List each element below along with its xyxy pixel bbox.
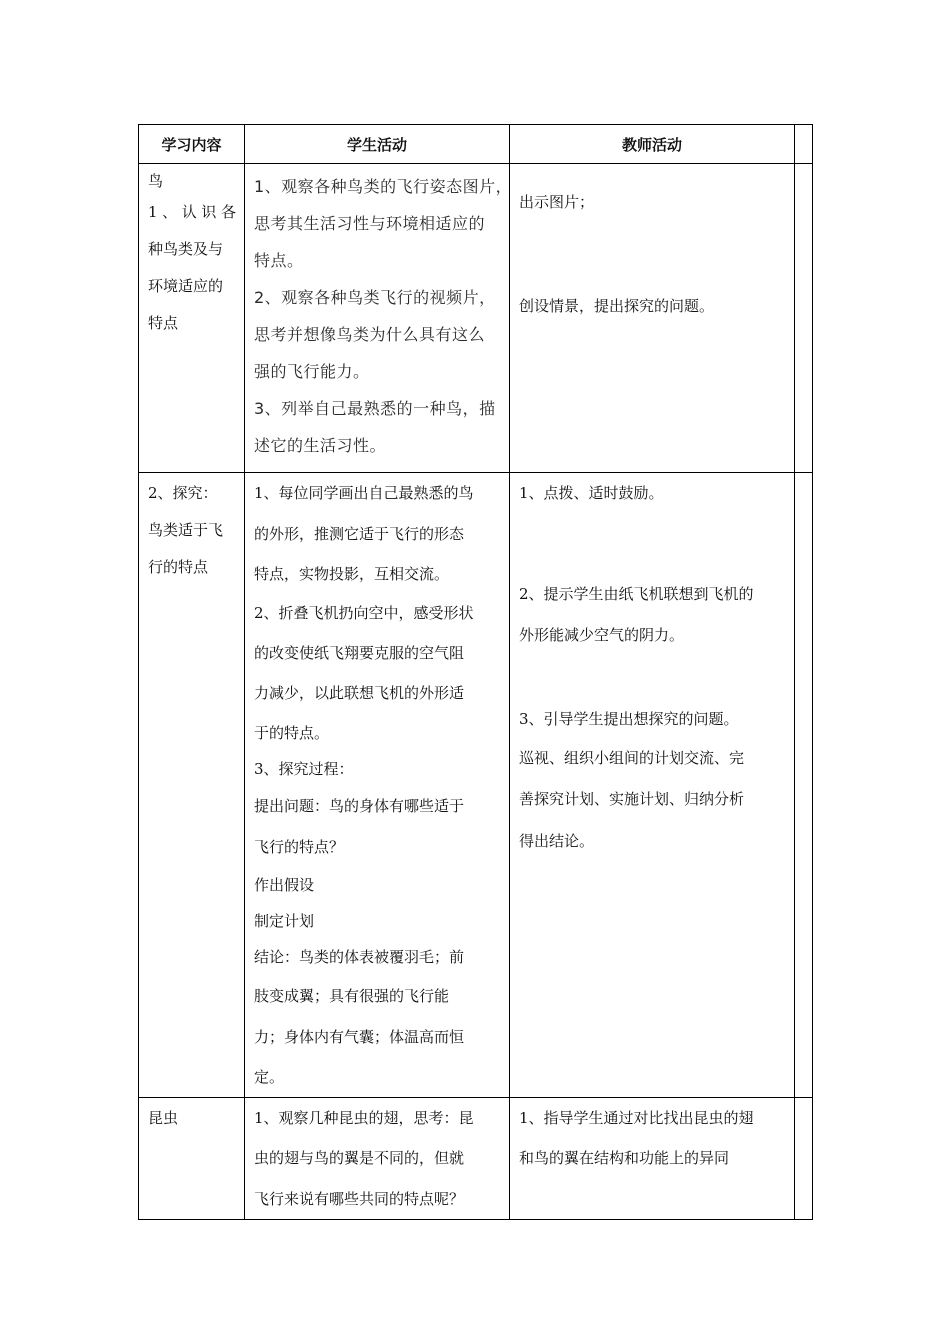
content-cell (139, 164, 245, 473)
student-cell (245, 1098, 510, 1220)
student-line: 1、观察各种鸟类的飞行姿态图片， (254, 177, 513, 196)
student-line: 思考并想像鸟类为什么具有这么 (254, 325, 486, 344)
student-line: 2、观察各种鸟类飞行的视频片， (254, 288, 496, 307)
empty-cell (795, 473, 813, 1098)
student-line: 飞行来说有哪些共同的特点呢？ (254, 1190, 465, 1208)
content-line: 种鸟类及与 (148, 240, 224, 258)
header-student-activity: 学生活动 (245, 125, 510, 164)
empty-cell (795, 1098, 813, 1220)
teacher-line: 1、指导学生通过对比找出昆虫的翅 (519, 1109, 754, 1127)
student-line: 力；身体内有气囊；体温高而恒 (254, 1028, 465, 1046)
student-line: 特点。 (254, 251, 304, 270)
table-row (139, 473, 813, 1098)
teacher-line: 3、引导学生提出想探究的问题。 (519, 710, 739, 728)
table-row (139, 164, 813, 473)
header-teacher-activity: 教师活动 (510, 125, 795, 164)
student-line: 特点，实物投影，互相交流。 (254, 565, 450, 583)
teacher-line: 得出结论。 (519, 832, 595, 850)
student-line: 的改变使纸飞翔要克服的空气阻 (254, 644, 465, 662)
teacher-cell (510, 164, 795, 473)
teacher-line: 外形能减少空气的阴力。 (519, 626, 685, 644)
table-header-row (139, 125, 813, 164)
teacher-line: 巡视、组织小组间的计划交流、完 (519, 749, 745, 767)
student-line: 3、探究过程： (254, 760, 354, 778)
student-line: 述它的生活习性。 (254, 436, 387, 455)
student-line: 定。 (254, 1068, 285, 1086)
student-line: 的外形，推测它适于飞行的形态 (254, 525, 465, 543)
student-line: 制定计划 (254, 912, 315, 930)
content-line: 1、认识各 (148, 203, 236, 221)
table-row (139, 1098, 813, 1220)
content-line: 行的特点 (148, 558, 209, 576)
student-line: 作出假设 (254, 876, 315, 894)
teacher-cell (510, 1098, 795, 1220)
content-line: 2、探究： (148, 484, 218, 502)
student-line: 结论：鸟类的体表被覆羽毛；前 (254, 948, 465, 966)
teacher-line: 善探究计划、实施计划、归纳分析 (519, 790, 745, 808)
teacher-line: 创设情景，提出探究的问题。 (519, 297, 715, 315)
empty-cell (795, 164, 813, 473)
teacher-line: 1、点拨、适时鼓励。 (519, 484, 664, 502)
student-line: 于的特点。 (254, 724, 330, 742)
content-line: 鸟 (148, 172, 164, 190)
student-line: 力减少，以此联想飞机的外形适 (254, 684, 465, 702)
teacher-line: 2、提示学生由纸飞机联想到飞机的 (519, 585, 754, 603)
student-line: 1、观察几种昆虫的翅，思考：昆 (254, 1109, 474, 1127)
student-cell (245, 164, 513, 473)
student-cell (245, 473, 510, 1098)
teacher-cell (510, 473, 795, 1098)
content-line: 鸟类适于飞 (148, 521, 224, 539)
content-line: 昆虫 (148, 1109, 179, 1127)
student-line: 强的飞行能力。 (254, 362, 370, 381)
student-line: 提出问题：鸟的身体有哪些适于 (254, 797, 465, 815)
student-line: 3、列举自己最熟悉的一种鸟，描 (254, 399, 496, 418)
content-line: 特点 (148, 314, 179, 332)
content-cell (139, 1098, 245, 1220)
lesson-plan-table (138, 124, 813, 1220)
content-line: 环境适应的 (148, 277, 224, 295)
teacher-line: 和鸟的翼在结构和功能上的异同 (519, 1149, 730, 1167)
student-line: 思考其生活习性与环境相适应的 (254, 214, 486, 233)
student-line: 1、每位同学画出自己最熟悉的鸟 (254, 484, 474, 502)
header-empty (795, 125, 813, 164)
student-line: 肢变成翼；具有很强的飞行能 (254, 987, 450, 1005)
student-line: 虫的翅与鸟的翼是不同的，但就 (254, 1149, 465, 1167)
student-line: 2、折叠飞机扔向空中，感受形状 (254, 604, 474, 622)
student-line: 飞行的特点？ (254, 838, 345, 856)
header-learning-content: 学习内容 (139, 125, 245, 164)
content-cell (139, 473, 245, 1098)
teacher-line: 出示图片； (519, 193, 595, 211)
